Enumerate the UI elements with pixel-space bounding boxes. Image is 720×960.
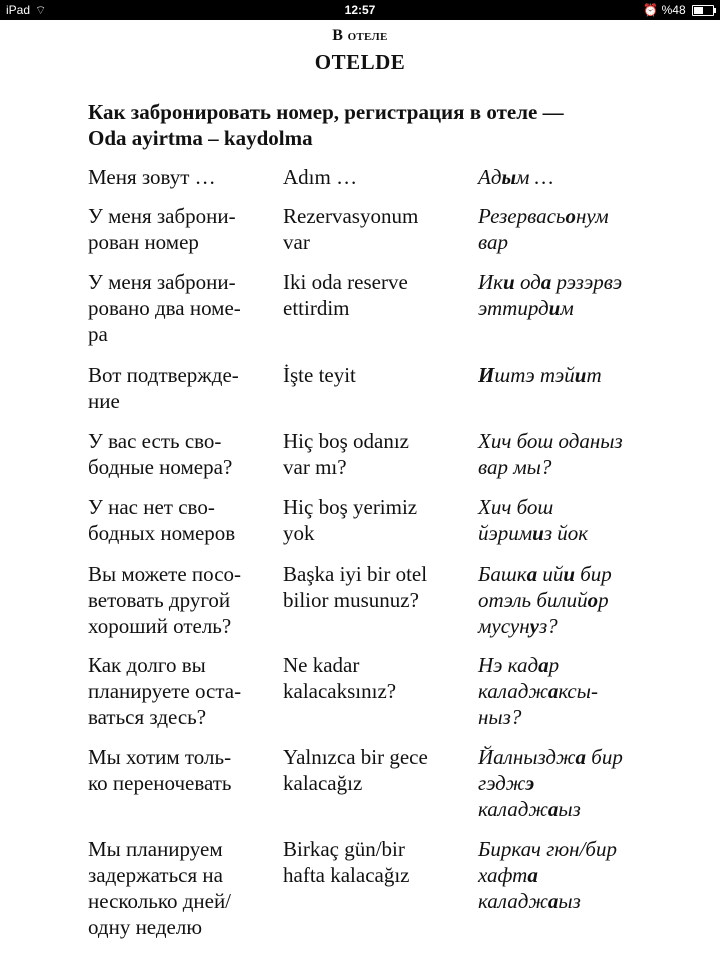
status-bar [0, 0, 720, 20]
phrase-turkish: Hiç boş yerimiz yok [283, 495, 418, 545]
phrase-turkish: Başka iyi bir otel bilior musunuz? [283, 562, 428, 612]
phrase-russian: Мы планируем задержаться на несколько дней/ одну неделю [88, 837, 232, 939]
device-name: iPad [6, 3, 31, 17]
phrase-pronunciation: Хич бош оданыз вар мы? [478, 429, 623, 479]
phrase-pronunciation: Иштэ тэйит [478, 363, 602, 387]
phrase-russian: Вы можете посо- ветовать другой хороший отель? [88, 562, 242, 638]
alarm-icon: ⏰ [643, 3, 659, 17]
battery-percent: %48 [661, 3, 686, 17]
phrase-turkish: İşte teyit [283, 363, 356, 387]
phrase-pronunciation: Резервасьонум вар [478, 204, 609, 254]
phrase-pronunciation: Ики ода рэзэрвэ эттирдим [478, 270, 623, 320]
wifi-icon: ⌔ [35, 3, 47, 17]
section-heading [88, 99, 688, 151]
phrase-russian: Меня зовут … [88, 165, 216, 189]
phrase-turkish: Ne kadar kalacaksınız? [283, 653, 397, 703]
status-right [643, 3, 714, 17]
battery-icon [692, 5, 714, 16]
phrase-pronunciation: Биркач гюн/бир хафта каладжаыз [478, 837, 617, 913]
phrase-russian: У меня заброни- ровано два номе- ра [88, 270, 241, 346]
phrase-pronunciation: Башка ийи бир отэль билийор мусунуз? [478, 562, 612, 638]
status-time: 12:57 [344, 3, 376, 17]
phrase-russian: Как долго вы планируете оста- ваться здесь? [88, 653, 242, 729]
phrase-pronunciation: Адым … [478, 165, 554, 189]
section-title-ru: Как забронировать номер, регистрация в отеле — [88, 100, 564, 124]
page-title-tr: OTELDE [314, 50, 406, 74]
phrase-turkish: Iki oda reserve ettirdim [283, 270, 408, 320]
phrase-turkish: Hiç boş odanız var mı? [283, 429, 409, 479]
phrase-russian: У нас нет сво- бодных номеров [88, 495, 236, 545]
section-title-tr: Oda ayirtma – kaydolma [88, 126, 313, 150]
phrase-turkish: Rezervasyonum var [283, 204, 419, 254]
phrase-turkish: Birkaç gün/bir hafta kalacağız [283, 837, 410, 887]
phrase-turkish: Adım … [283, 165, 358, 189]
phrase-pronunciation: Йалнызджа бир гэджэ каладжаыз [478, 745, 623, 821]
phrase-russian: Вот подтвержде- ние [88, 363, 239, 413]
phrase-russian: У вас есть сво- бодные номера? [88, 429, 233, 479]
phrase-turkish: Yalnızca bir gece kalacağız [283, 745, 428, 795]
phrase-pronunciation: Нэ кадар каладжаксы- ныз? [478, 653, 598, 729]
page-title-ru: В отеле [332, 27, 388, 44]
phrase-pronunciation: Хич бош йэримиз йок [478, 495, 589, 545]
phrase-russian: Мы хотим толь- ко переночевать [88, 745, 232, 795]
phrase-russian: У меня заброни- рован номер [88, 204, 236, 254]
